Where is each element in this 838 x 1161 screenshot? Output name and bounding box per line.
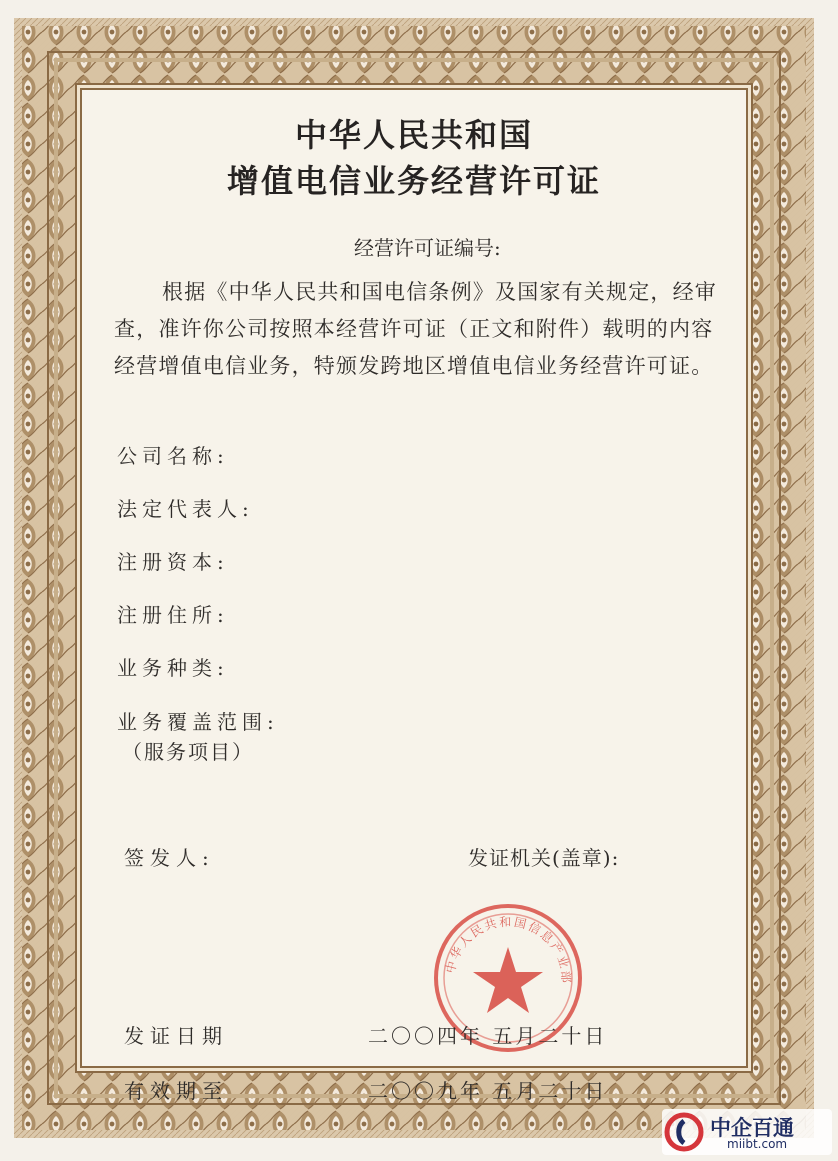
- registered-capital-label: 注册资本:: [117, 550, 229, 574]
- certificate-title-line-1: 中华人民共和国: [294, 116, 533, 154]
- license-number-label: 经营许可证编号:: [354, 236, 501, 260]
- certificate-frame: [14, 18, 814, 1138]
- service-items-note: （服务项目）: [122, 740, 254, 764]
- svg-text:中华人民共和国信息产业部: 中华人民共和国信息产业部: [443, 914, 574, 985]
- valid-until-label: 有效期至: [124, 1079, 228, 1103]
- certificate-body-text: 根据《中华人民共和国电信条例》及国家有关规定，经审查，准许你公司按照本经营许可证（正文和附件）载明的内容经营增值电信业务，特颁发跨地区增值电信业务经营许可证。: [114, 280, 717, 378]
- registered-address-label: 注册住所:: [117, 603, 229, 627]
- issuer-label: 签发人:: [124, 846, 215, 870]
- watermark-url: miibt.com: [727, 1137, 788, 1151]
- watermark: [662, 1109, 832, 1155]
- business-coverage-label: 业务覆盖范围:: [117, 710, 279, 734]
- certificate-title-line-2: 增值电信业务经营许可证: [226, 162, 601, 200]
- watermark-title: 中企百通: [710, 1116, 794, 1140]
- business-type-label: 业务种类:: [117, 656, 229, 680]
- issue-date-value: 二〇〇四年 五月二十日: [368, 1024, 608, 1048]
- brand-logo-icon: [664, 1112, 704, 1152]
- legal-representative-label: 法定代表人:: [117, 497, 254, 521]
- valid-until-value: 二〇〇九年 五月二十日: [368, 1079, 608, 1103]
- certificate-paper: [82, 90, 746, 1103]
- company-name-label: 公司名称:: [117, 444, 229, 468]
- issue-date-label: 发证日期: [124, 1024, 228, 1048]
- issuing-authority-label: 发证机关(盖章):: [468, 846, 620, 870]
